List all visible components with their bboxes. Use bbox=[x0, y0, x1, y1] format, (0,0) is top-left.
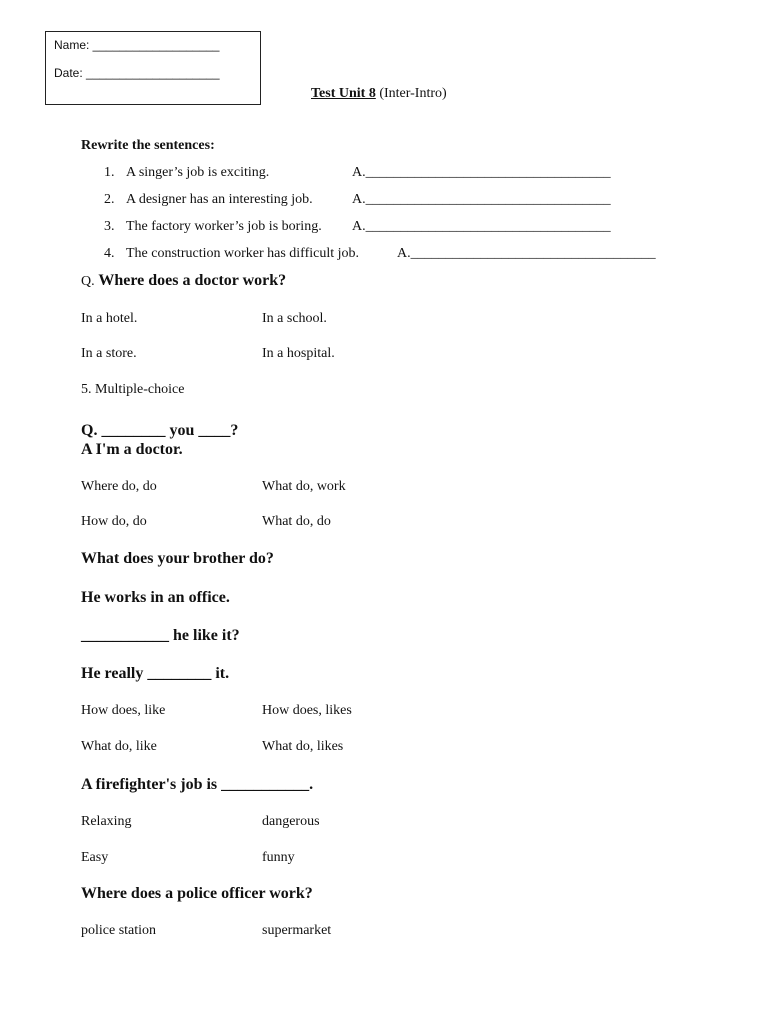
option[interactable]: In a hotel. bbox=[81, 311, 138, 326]
option[interactable]: Relaxing bbox=[81, 814, 132, 829]
item-number: 3. bbox=[104, 219, 115, 234]
option[interactable]: How does, like bbox=[81, 703, 166, 718]
option[interactable]: Where do, do bbox=[81, 479, 157, 494]
list-item bbox=[104, 165, 269, 181]
option[interactable]: Easy bbox=[81, 850, 109, 865]
question-police: Where does a police officer work? bbox=[81, 885, 313, 902]
answer-office: He works in an office. bbox=[81, 589, 230, 606]
item-text: The construction worker has difficult job. bbox=[126, 246, 360, 261]
question-text: Where does a doctor work? bbox=[94, 272, 287, 289]
option[interactable]: What do, likes bbox=[262, 739, 344, 754]
item-number: 4. bbox=[104, 246, 115, 261]
item-text: A designer has an interesting job. bbox=[126, 192, 313, 207]
section-label: 5. Multiple-choice bbox=[81, 382, 185, 397]
answer-line[interactable]: A.___________________________________ bbox=[352, 219, 611, 234]
question-blank: Q. ________ you ____? bbox=[81, 422, 239, 439]
option[interactable]: supermarket bbox=[262, 923, 332, 938]
item-text: The factory worker’s job is boring. bbox=[126, 219, 322, 234]
item-number: 1. bbox=[104, 165, 115, 180]
list-item bbox=[104, 192, 313, 208]
question-doctor bbox=[81, 272, 286, 290]
option[interactable]: How does, likes bbox=[262, 703, 352, 718]
title-main: Test Unit 8 bbox=[311, 86, 376, 101]
list-item bbox=[104, 219, 322, 235]
date-field[interactable]: Date: ____________________ bbox=[54, 66, 220, 80]
question-like: ___________ he like it? bbox=[81, 627, 240, 644]
option[interactable]: funny bbox=[262, 850, 295, 865]
item-text: A singer’s job is exciting. bbox=[126, 165, 270, 180]
title-sub: (Inter-Intro) bbox=[375, 86, 447, 101]
option[interactable]: What do, work bbox=[262, 479, 346, 494]
option[interactable]: What do, do bbox=[262, 514, 331, 529]
answer-line[interactable]: A.___________________________________ bbox=[352, 192, 611, 207]
answer-line[interactable]: A.___________________________________ bbox=[397, 246, 656, 261]
option[interactable]: In a store. bbox=[81, 346, 137, 361]
item-number: 2. bbox=[104, 192, 115, 207]
option[interactable]: dangerous bbox=[262, 814, 320, 829]
page-title bbox=[311, 86, 447, 102]
option[interactable]: In a hospital. bbox=[262, 346, 335, 361]
option[interactable]: In a school. bbox=[262, 311, 327, 326]
option[interactable]: What do, like bbox=[81, 739, 157, 754]
answer-really: He really ________ it. bbox=[81, 665, 230, 682]
answer-text: A I'm a doctor. bbox=[81, 441, 183, 458]
option[interactable]: police station bbox=[81, 923, 157, 938]
name-field[interactable]: Name: ___________________ bbox=[54, 38, 220, 52]
option[interactable]: How do, do bbox=[81, 514, 147, 529]
rewrite-heading: Rewrite the sentences: bbox=[81, 138, 215, 153]
question-prefix: Q. bbox=[81, 274, 95, 289]
list-item bbox=[104, 246, 359, 262]
question-brother: What does your brother do? bbox=[81, 550, 274, 567]
answer-line[interactable]: A.___________________________________ bbox=[352, 165, 611, 180]
question-firefighter: A firefighter's job is ___________. bbox=[81, 776, 314, 793]
